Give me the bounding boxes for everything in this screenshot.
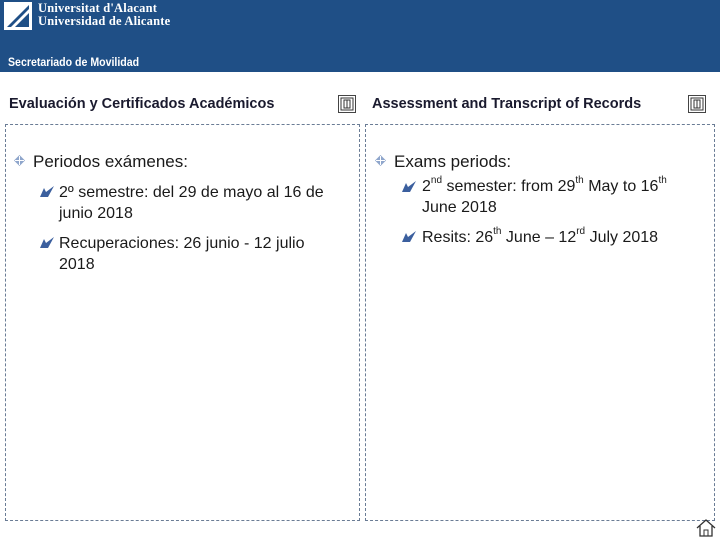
list-item: 2nd semester: from 29th May to 16th June 2018 — [422, 174, 667, 216]
list-item: 2º semestre: del 29 de mayo al 16 de junio 2018 — [59, 184, 324, 222]
exam-periods-heading-es: Periodos exámenes: — [33, 152, 188, 171]
title-spanish: Evaluación y Certificados Académicos — [9, 96, 275, 112]
arrow-bullet-icon — [40, 236, 54, 248]
university-logo-icon — [4, 2, 32, 30]
flag-english-icon[interactable] — [688, 95, 706, 113]
title-english: Assessment and Transcript of Records — [372, 96, 642, 112]
department-name: Secretariado de Movilidad — [8, 57, 140, 69]
list-item: Resits: 26th June – 12rd July 2018 — [422, 225, 659, 246]
list-item: Recuperaciones: 26 junio - 12 julio 2018 — [59, 235, 305, 273]
exam-periods-heading-en: Exams periods: — [394, 152, 512, 171]
arrow-bullet-icon — [40, 185, 54, 197]
arrow-bullet-icon — [402, 180, 416, 192]
university-name-es: Universidad de Alicante — [38, 14, 171, 28]
flag-spanish-icon[interactable] — [338, 95, 356, 113]
diamond-bullet-icon — [14, 155, 25, 166]
arrow-bullet-icon — [402, 230, 416, 242]
home-icon[interactable] — [696, 519, 716, 537]
university-name-ca: Universitat d'Alacant — [38, 1, 158, 15]
header-banner — [0, 0, 720, 72]
diamond-bullet-icon — [375, 155, 386, 166]
